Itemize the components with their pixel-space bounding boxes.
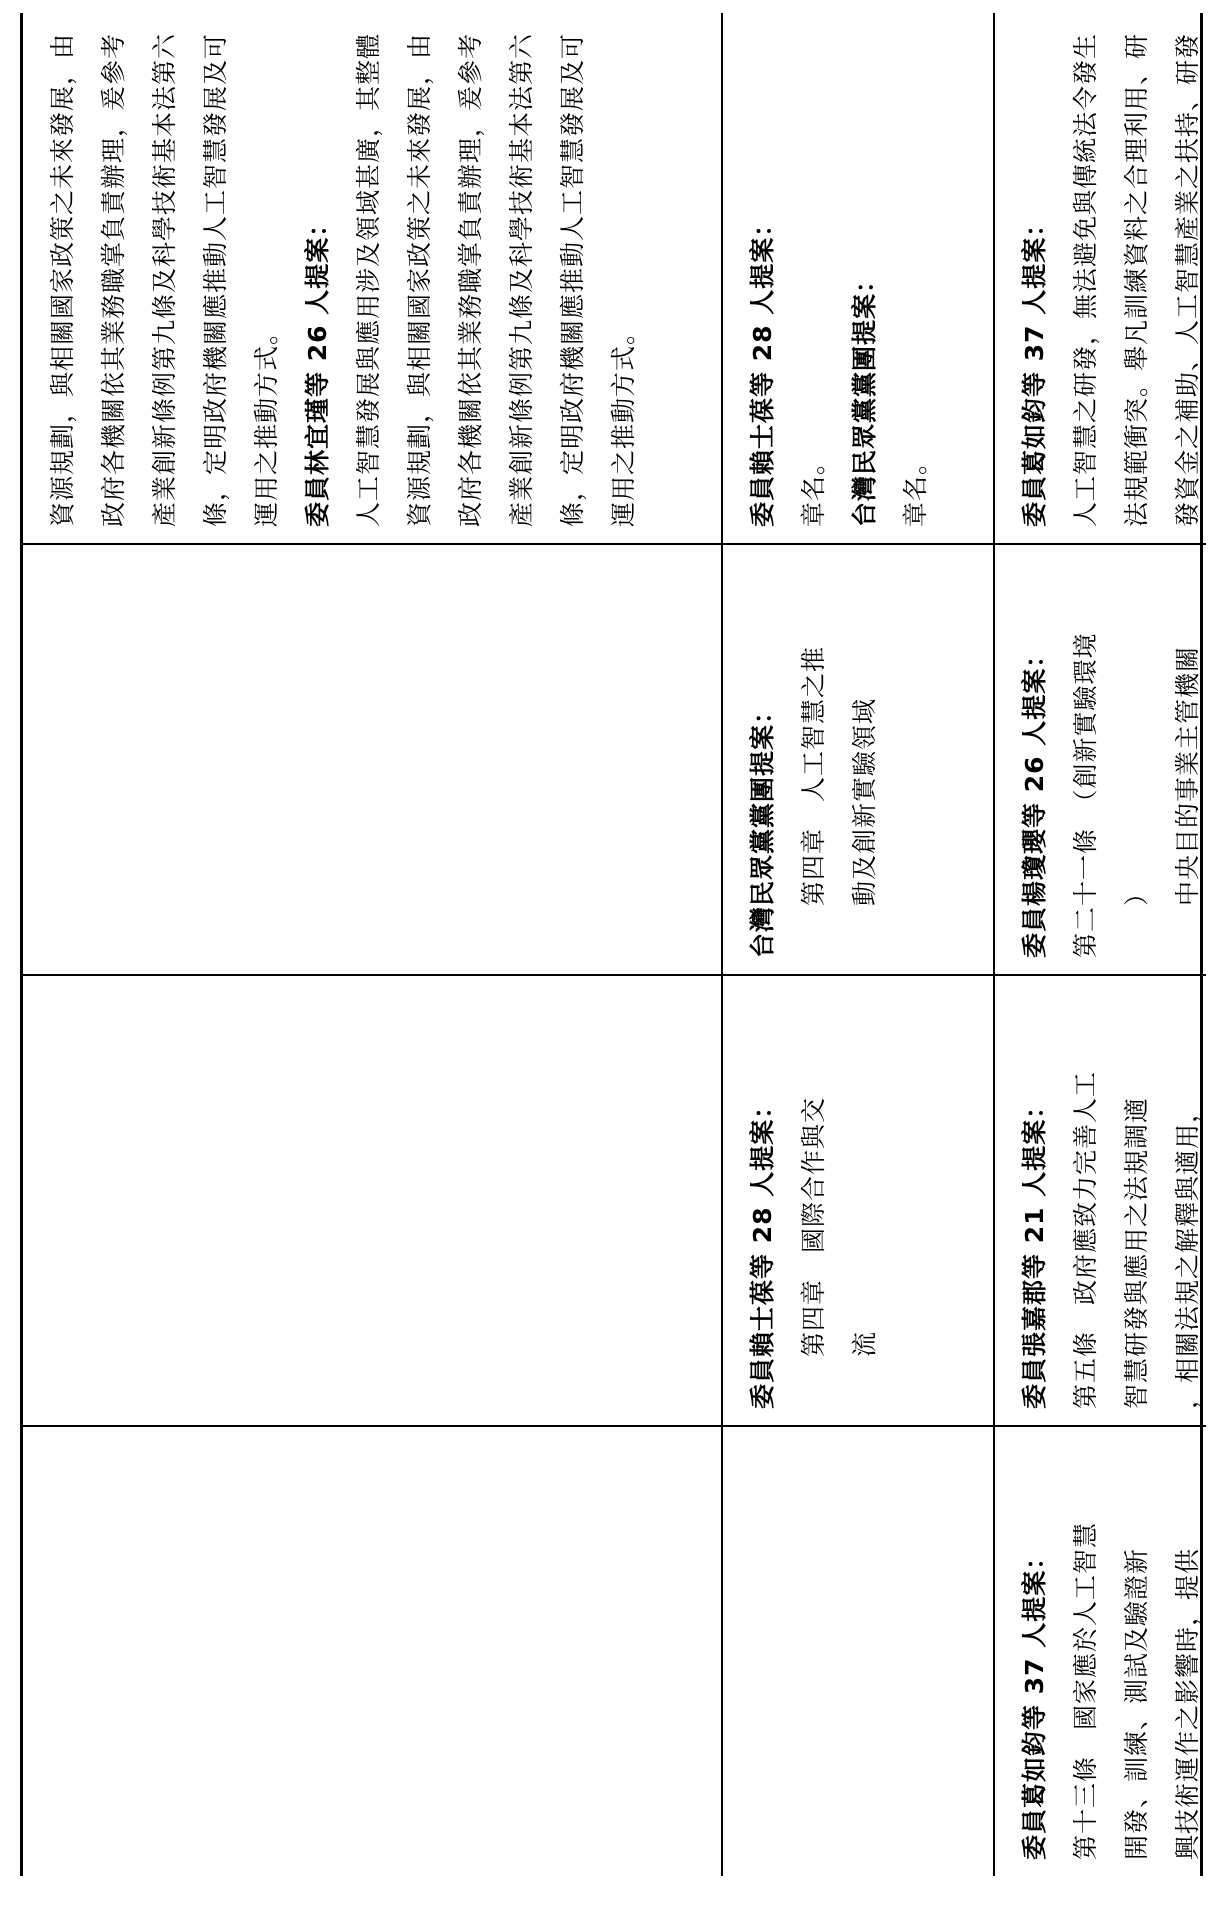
text-line: 人工智慧發展與應用涉及領域甚廣，其整體 [354, 32, 383, 527]
text-line: ，相關法規之解釋與適用， [1173, 1096, 1202, 1409]
table-cell-row1-column-3 [23, 543, 723, 974]
text-line: 興技術運作之影響時，提供 [1173, 1547, 1202, 1860]
text-line: 智慧研發與應用之法規調適 [1122, 1096, 1151, 1409]
text-line: 資源規劃，與相關國家政策之未來發展，由 [48, 32, 77, 527]
table-cell-row3-explanation-column [995, 13, 1206, 543]
text-line: 第五條 政府應致力完善人工 [1071, 1070, 1100, 1409]
comparison-table [20, 13, 1203, 1876]
text-line: 政府各機關依其業務職掌負責辦理，爰參考 [456, 32, 485, 527]
proposal-heading: 台灣民眾黨黨團提案： [850, 266, 879, 527]
text-line: 第十三條 國家應於人工智慧 [1071, 1521, 1100, 1860]
proposal-heading: 台灣民眾黨黨團提案： [748, 697, 777, 958]
text-line: 動及創新實驗領域 [850, 697, 879, 906]
text-line: 第二十一條 （創新實驗環境 [1071, 632, 1100, 958]
table-cell-row1-column-2 [23, 974, 723, 1425]
table-cell-row3-column-2 [995, 974, 1206, 1425]
proposal-heading: 委員張嘉郡等 21 人提案： [1020, 1092, 1049, 1409]
proposal-heading: 委員賴士葆等 28 人提案： [748, 210, 777, 527]
table-cell-row2-column-3 [723, 543, 995, 974]
proposal-heading: 委員林宜瑾等 26 人提案： [303, 210, 332, 527]
text-line: 章名。 [799, 448, 828, 527]
text-line: ） [1122, 879, 1151, 906]
text-line: 流 [850, 1330, 879, 1357]
proposal-heading: 委員楊瓊瓔等 26 人提案： [1020, 641, 1049, 958]
text-line: 產業創新條例第九條及科學技術基本法第六 [507, 32, 536, 527]
text-line: 人工智慧之研發，無法避免與傳統法令發生 [1071, 32, 1100, 527]
table-cell-row2-explanation-column [723, 13, 995, 543]
table-cell-row3-column-1 [995, 1425, 1206, 1876]
text-line: 條，定明政府機關應推動人工智慧發展及可 [558, 32, 587, 527]
text-line: 產業創新條例第九條及科學技術基本法第六 [150, 32, 179, 527]
proposal-heading: 委員葛如鈞等 37 人提案： [1020, 1543, 1049, 1860]
text-line: 資源規劃，與相關國家政策之未來發展，由 [405, 32, 434, 527]
table-cell-row2-column-1 [723, 1425, 995, 1876]
text-line: 章名。 [901, 448, 930, 527]
text-line: 第四章 國際合作與交 [799, 1096, 828, 1357]
text-line: 條，定明政府機關應推動人工智慧發展及可 [201, 32, 230, 527]
table-cell-row2-column-2 [723, 974, 995, 1425]
text-line: 運用之推動方式。 [252, 318, 281, 527]
proposal-heading: 委員賴士葆等 28 人提案： [748, 1092, 777, 1409]
table-cell-row1-column-1 [23, 1425, 723, 1876]
proposal-heading: 委員葛如鈞等 37 人提案： [1020, 210, 1049, 527]
table-cell-row1-explanation-column [23, 13, 723, 543]
table-cell-row3-column-3 [995, 543, 1206, 974]
text-line: 發資金之補助、人工智慧產業之扶持、研發 [1173, 32, 1202, 527]
text-line: 開發、訓練、測試及驗證新 [1122, 1547, 1151, 1860]
text-line: 法規範衝突。舉凡訓練資料之合理利用、研 [1122, 32, 1151, 527]
text-line: 運用之推動方式。 [609, 318, 638, 527]
text-line: 政府各機關依其業務職掌負責辦理，爰參考 [99, 32, 128, 527]
text-line: 中央目的事業主管機關 [1173, 645, 1202, 906]
text-line: 第四章 人工智慧之推 [799, 645, 828, 906]
